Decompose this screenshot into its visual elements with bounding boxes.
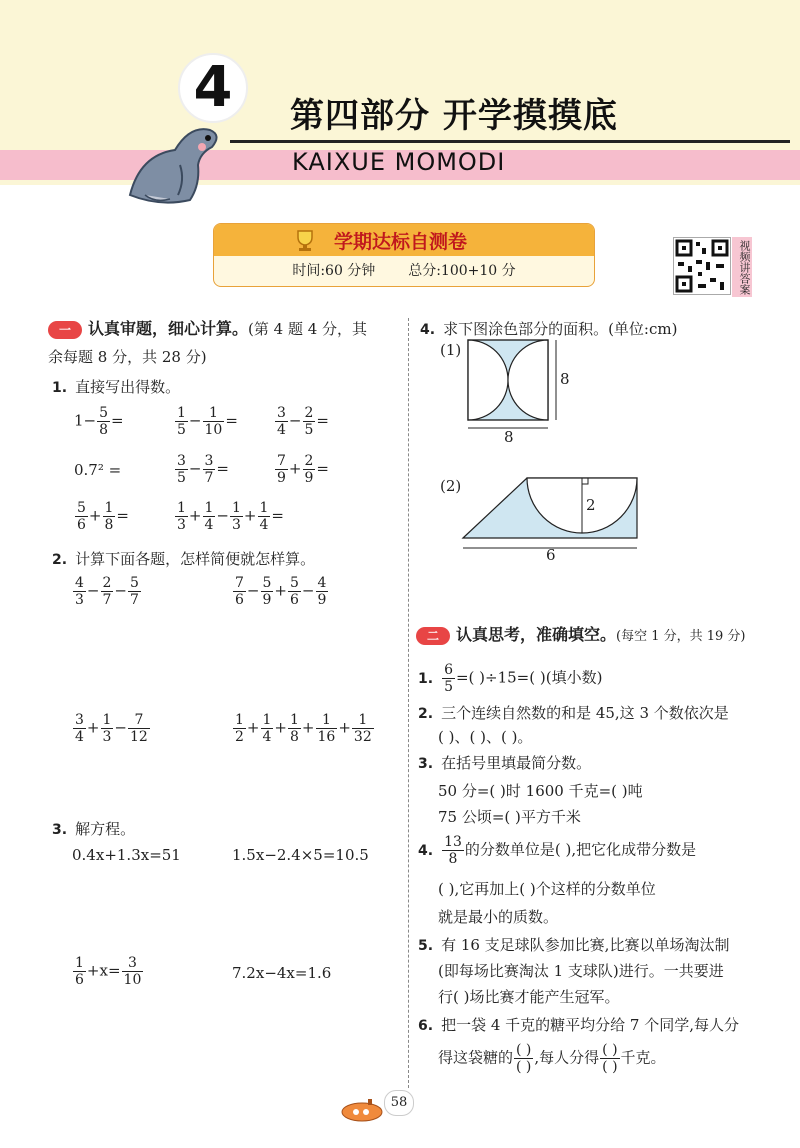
test-score: 总分:100+10 分: [408, 263, 516, 279]
s2q2-text-b: ( )、( )、( )。: [438, 728, 533, 746]
column-divider: [408, 318, 409, 1088]
test-time: 时间:60 分钟: [292, 263, 376, 279]
s2q6-blank-num: ( ): [516, 1042, 532, 1058]
q3-eq4: 7.2x−4x=1.6: [232, 964, 332, 982]
q2-text: 计算下面各题，怎样简便就怎样算。: [75, 550, 316, 568]
q2-expr-b: $\frac{7}{6}$ − $\frac{5}{9}$ + $\frac{5}{6}$ − $\frac{4}{9}$: [235, 575, 327, 608]
q1-text: 直接写出得数。: [75, 378, 181, 396]
s2-q6-line1: [418, 1014, 739, 1035]
q2-expr-a: $\frac{4}{3}$ − $\frac{2}{7}$ − $\frac{5}{7}$: [75, 575, 139, 608]
section1-note-b: 余每题 8 分，共 28 分): [48, 348, 207, 366]
s2q4-text-b: ( ),它再加上( )个这样的分数单位: [438, 880, 656, 898]
q2-expr-c: $\frac{3}{4}$ + $\frac{1}{3}$ − $\frac{7}{12}$: [75, 712, 148, 745]
q1-expr-f: $\frac{7}{9}$ + $\frac{2}{9}$ =: [277, 453, 329, 486]
test-info-box: [213, 223, 595, 287]
q4-number: 4.: [420, 322, 436, 338]
q1-expr-d: 0.7² =: [74, 461, 122, 479]
s2-q3-line1: [418, 752, 591, 773]
test-meta: [214, 260, 594, 280]
q1g-post: =: [116, 506, 129, 525]
s2q6-text-b: 得这袋糖的: [438, 1048, 514, 1067]
submarine-icon: [338, 1094, 386, 1124]
q1-expr-b: $\frac{1}{5}$ − $\frac{1}{10}$ =: [177, 405, 238, 438]
test-title: 学期达标自测卷: [334, 231, 468, 253]
s2q6-blank-den: ( ): [516, 1059, 532, 1075]
s2q4-number: 4.: [418, 842, 434, 859]
s2q1-num: 6: [444, 662, 453, 678]
q1-heading: [52, 376, 180, 397]
q1-expr-h: $\frac{1}{3}$ + $\frac{1}{4}$ − $\frac{1}{3}$ + $\frac{1}{4}$ =: [177, 500, 284, 533]
q1g-n2: 1: [104, 500, 114, 516]
s2q3-text-b: 50 分=( )时 1600 千克=( )吨: [438, 782, 643, 800]
fig2-width-label: 6: [546, 546, 556, 564]
section1-heading: [48, 316, 367, 339]
q1-number: 1.: [52, 380, 68, 396]
s2q6-number: 6.: [418, 1018, 434, 1034]
s2q4-num: 13: [444, 834, 462, 850]
s2q2-number: 2.: [418, 706, 434, 722]
s2q6-text-c: ,每人分得: [534, 1048, 600, 1067]
q4-text: 求下图涂色部分的面积。(单位:cm): [443, 320, 678, 338]
s2-q2-line1: [418, 702, 729, 723]
q1g-op: +: [88, 506, 102, 525]
seal-mascot-icon: [120, 115, 230, 210]
q3-eq3: $\frac{1}{6}$ +x= $\frac{3}{10}$: [75, 955, 142, 988]
section2-title: 认真思考，准确填空。: [456, 625, 617, 644]
s2-q1: [418, 662, 602, 695]
s2q1-den: 5: [444, 679, 453, 695]
s2q4-den: 8: [448, 851, 458, 867]
s2q4-text-a: 的分数单位是( ),把它化成带分数是: [464, 840, 697, 859]
s2q5-text-c: 行( )场比赛才能产生冠军。: [438, 988, 620, 1006]
s2-q4-line1: [418, 834, 696, 867]
s2q6-blank2-den: ( ): [602, 1059, 618, 1075]
q2-heading: [52, 548, 315, 569]
fig2-height-label: 2: [586, 496, 596, 514]
q1a-den: 8: [99, 422, 109, 438]
section2-note: (每空 1 分，共 19 分): [616, 629, 746, 644]
page-title: 第四部分 开学摸摸底: [290, 96, 618, 136]
fig2-label: (2): [440, 477, 462, 495]
q1a-post: =: [111, 411, 124, 430]
section2-badge: 二: [416, 627, 450, 645]
q1-expr-c: $\frac{3}{4}$ − $\frac{2}{5}$ =: [277, 405, 329, 438]
q1g-d2: 8: [104, 517, 114, 533]
qr-code-icon[interactable]: [673, 237, 731, 295]
fig1-height-label: 8: [560, 370, 570, 388]
q3-text: 解方程。: [75, 820, 136, 838]
q1-expr-a: [74, 405, 124, 438]
page-subtitle: KAIXUE MOMODI: [292, 148, 506, 176]
q3-eq2: 1.5x−2.4×5=10.5: [232, 846, 369, 864]
fig1-label: (1): [440, 341, 462, 359]
qr-label: 视频讲答案: [732, 237, 752, 297]
section1-note-a: (第 4 题 4 分，其: [248, 320, 368, 338]
header-rule: [230, 140, 790, 143]
q1g-d1: 6: [77, 517, 86, 533]
q3-heading: [52, 818, 135, 839]
page-number: 58: [384, 1090, 414, 1116]
q2-number: 2.: [52, 552, 68, 568]
q3-number: 3.: [52, 822, 68, 838]
q1a-pre: 1−: [74, 411, 97, 430]
s2q1-text: =( )÷15=( )(填小数): [455, 668, 603, 687]
s2q5-text-a: 有 16 支足球队参加比赛,比赛以单场淘汰制: [441, 936, 730, 954]
trophy-icon: [292, 228, 318, 252]
s2q2-text-a: 三个连续自然数的和是 45,这 3 个数依次是: [441, 704, 729, 722]
s2q3-text-c: 75 公顷=( )平方千米: [438, 808, 581, 826]
section1-badge: 一: [48, 321, 82, 339]
s2-q5-line1: [418, 934, 729, 955]
part-number: 4: [178, 53, 248, 123]
s2q3-text-a: 在括号里填最简分数。: [441, 754, 592, 772]
q1a-num: 5: [99, 405, 109, 421]
q1-expr-e: $\frac{3}{5}$ − $\frac{3}{7}$ =: [177, 453, 229, 486]
figure1-square-arcs: [460, 336, 580, 446]
section1-title: 认真审题，细心计算。: [88, 319, 249, 338]
s2q6-blank2-num: ( ): [602, 1042, 618, 1058]
q2-expr-d: $\frac{1}{2}$ + $\frac{1}{4}$ + $\frac{1}{8}$ + $\frac{1}{16}$ + $\frac{1}{32}$: [235, 712, 372, 745]
s2q5-text-b: (即每场比赛淘汰 1 支球队)进行。一共要进: [438, 962, 724, 980]
q1-expr-g: [74, 500, 129, 533]
section2-heading: [416, 622, 746, 645]
q3-eq1: 0.4x+1.3x=51: [72, 846, 181, 864]
q1g-n1: 5: [77, 500, 86, 516]
s2q3-number: 3.: [418, 756, 434, 772]
s2-q6-line2: [438, 1042, 666, 1075]
s2q1-number: 1.: [418, 670, 434, 687]
s2q6-text-d: 千克。: [620, 1048, 666, 1067]
s2q6-text-a: 把一袋 4 千克的糖平均分给 7 个同学,每人分: [441, 1016, 739, 1034]
s2q4-text-c: 就是最小的质数。: [438, 908, 559, 926]
figure2-trapezoid-semicircle: [455, 470, 645, 555]
fig1-width-label: 8: [504, 428, 514, 446]
s2q5-number: 5.: [418, 938, 434, 954]
